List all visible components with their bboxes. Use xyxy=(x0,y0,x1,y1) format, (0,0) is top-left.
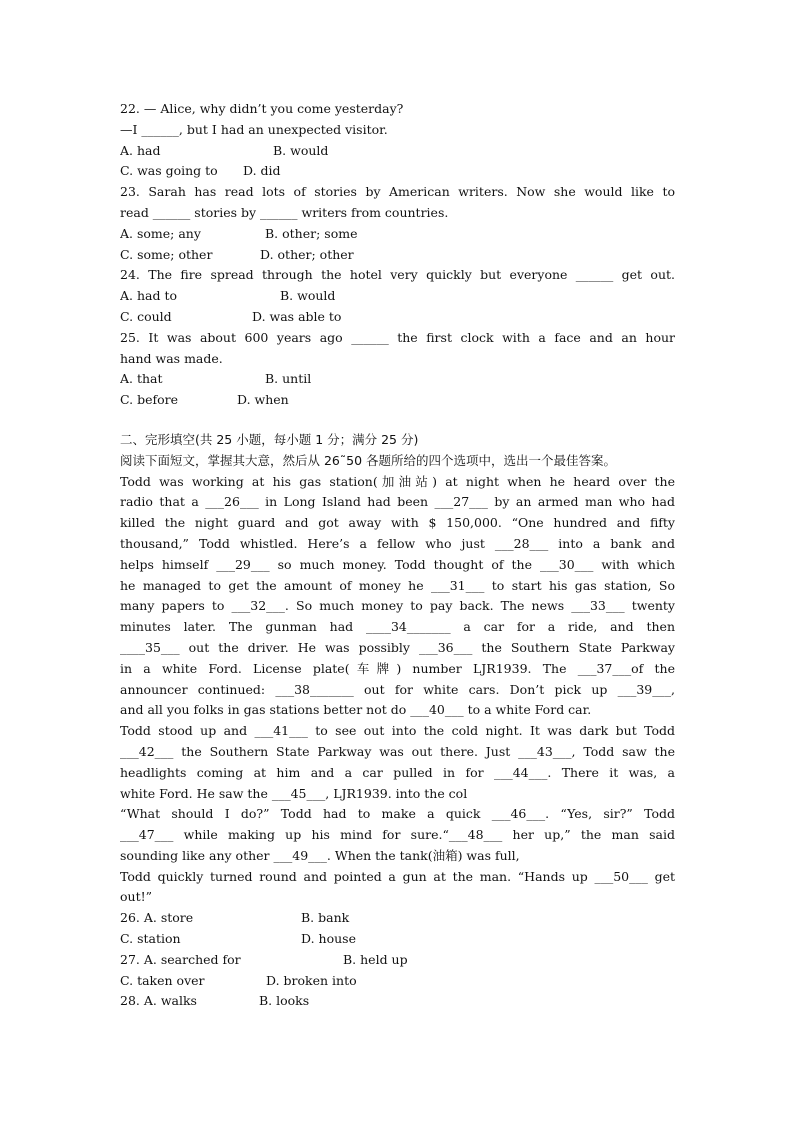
passage-line: radio that a ___26___ in Long Island had been ___27___ by an armed man who had xyxy=(120,494,675,510)
option-b: B. would xyxy=(280,288,336,304)
option-d: D. did xyxy=(243,163,281,179)
option-c: C. was going to xyxy=(120,163,218,179)
option-b: B. other; some xyxy=(265,225,358,241)
question-24-stem-line-1: 24. The fire spread through the hotel very quickly but everyone ______ get out. xyxy=(120,267,675,283)
cloze-28-options-row-1 xyxy=(120,991,675,1012)
question-25-options-row-1 xyxy=(120,369,675,390)
option-c: C. station xyxy=(120,931,181,947)
option-b: B. bank xyxy=(301,910,350,926)
question-25-stem-line-1: 25. It was about 600 years ago ______ the first clock with a face and an hour xyxy=(120,329,675,345)
passage-line: sounding like any other ___49___. When the tank(油箱) was full, xyxy=(120,847,520,863)
passage-line: helps himself ___29___ so much money. Todd thought of the ___30___ with which xyxy=(120,556,675,572)
option-d: D. broken into xyxy=(266,972,357,988)
option-d: D. was able to xyxy=(252,308,342,324)
option-a: A. had xyxy=(120,142,161,158)
option-a: 27. A. searched for xyxy=(120,951,241,967)
question-23-options-row-2 xyxy=(120,245,675,266)
passage-line: in a white Ford. License plate(车牌) number LJR1939. The ___37___of the xyxy=(120,660,675,676)
question-25-options-row-2 xyxy=(120,390,675,411)
option-a: A. that xyxy=(120,371,163,387)
passage-line: headlights coming at him and a car pulled in for ___44___. There it was, a xyxy=(120,764,675,780)
question-24-options-row-2 xyxy=(120,307,675,328)
question-24-options-row-1 xyxy=(120,286,675,307)
option-a: A. some; any xyxy=(120,225,201,241)
passage-line: he managed to get the amount of money he ___31___ to start his gas station, So xyxy=(120,577,675,593)
question-25-stem-line-2: hand was made. xyxy=(120,350,223,366)
question-23-options-row-1 xyxy=(120,224,675,245)
option-a: A. had to xyxy=(120,288,178,304)
passage-line: Todd stood up and ___41___ to see out into the cold night. It was dark but Todd xyxy=(120,723,675,739)
option-b: B. until xyxy=(265,371,312,387)
page-content xyxy=(120,99,675,1012)
question-23-stem-line-2: read ______ stories by ______ writers from countries. xyxy=(120,204,449,220)
option-a: 28. A. walks xyxy=(120,993,197,1009)
passage-line: many papers to ___32___. So much money to pay back. The news ___33___ twenty xyxy=(120,598,675,614)
question-23-stem-line-1: 23. Sarah has read lots of stories by American writers. Now she would like to xyxy=(120,184,675,200)
passage-line: ___42___ the Southern State Parkway was out there. Just ___43___, Todd saw the xyxy=(120,743,675,759)
passage-line: thousand,” Todd whistled. Here’s a fellow who just ___28___ into a bank and xyxy=(120,535,675,551)
passage-line: white Ford. He saw the ___45___, LJR1939. into the col xyxy=(120,785,468,801)
passage-line: killed the night guard and got away with $ 150,000. “One hundred and fifty xyxy=(120,515,675,531)
option-b: B. would xyxy=(273,142,329,158)
cloze-27-options-row-2 xyxy=(120,971,675,992)
option-c: C. taken over xyxy=(120,972,205,988)
option-c: C. could xyxy=(120,308,172,324)
option-d: D. other; other xyxy=(260,246,354,262)
passage-line: ____35___ out the driver. He was possibly ___36___ the Southern State Parkway xyxy=(120,639,675,655)
passage-line: Todd quickly turned round and pointed a gun at the man. “Hands up ___50___ get xyxy=(120,868,675,884)
section-instruction: 阅读下面短文，掌握其大意，然后从 26˜50 各题所给的四个选项中，选出一个最佳答案。 xyxy=(120,452,617,468)
section-spacer xyxy=(120,411,675,430)
passage-line: minutes later. The gunman had ____34_______ a car for a ride, and then xyxy=(120,619,675,635)
option-d: D. when xyxy=(237,392,289,408)
option-b: B. held up xyxy=(343,951,408,967)
passage-line: Todd was working at his gas station(加油站) at night when he heard over the xyxy=(120,473,675,489)
passage-line: “What should I do?” Todd had to make a quick ___46___. “Yes, sir?” Todd xyxy=(120,806,675,822)
section-heading: 二、完形填空(共 25 小题，每小题 1 分；满分 25 分) xyxy=(120,431,419,447)
option-c: C. before xyxy=(120,392,178,408)
passage-line: out!” xyxy=(120,889,153,905)
cloze-26-options-row-2 xyxy=(120,929,675,950)
option-a: 26. A. store xyxy=(120,910,194,926)
passage-line: ___47___ while making up his mind for sure.“___48___ her up,” the man said xyxy=(120,827,675,843)
question-22-stem-line-1: 22. — Alice, why didn’t you come yesterday? xyxy=(120,101,404,116)
option-d: D. house xyxy=(301,931,356,947)
question-22-options-row-1 xyxy=(120,141,675,162)
question-22-options-row-2 xyxy=(120,161,675,182)
option-b: B. looks xyxy=(259,993,310,1009)
cloze-27-options-row-1 xyxy=(120,950,675,971)
option-c: C. some; other xyxy=(120,246,213,262)
cloze-26-options-row-1 xyxy=(120,908,675,929)
passage-line: announcer continued: ___38_______ out for white cars. Don’t pick up ___39___, xyxy=(120,681,675,697)
question-22-stem-line-2: —I ______, but I had an unexpected visitor. xyxy=(120,121,388,137)
passage-line: and all you folks in gas stations better not do ___40___ to a white Ford car. xyxy=(120,702,592,718)
